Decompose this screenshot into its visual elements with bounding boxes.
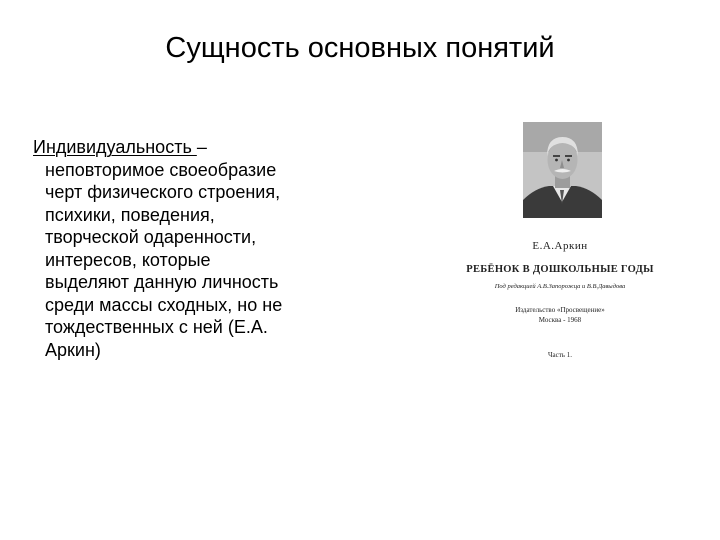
book-publisher: Издательство «Просвещение» [515,306,605,314]
definition-line: тождественных с ней (Е.А. [45,317,268,337]
definition-term: Индивидуальность [33,137,197,157]
definition-line: среди массы сходных, но не [45,294,283,315]
book-editors: Под редакцией А.В.Запорожца и В.В.Давыдова [494,283,626,290]
book-author: Е.А.Аркин [532,240,588,252]
book-title-page-image [450,112,670,382]
definition-line: интересов, которые [45,249,211,270]
definition-line: творческой одаренности, [45,227,257,247]
book-part: Часть 1. [547,351,572,359]
author-portrait-icon [523,122,602,218]
definition-line: Аркин) [45,339,101,360]
slide-title: Сущность основных понятий [165,32,555,64]
definition-line: неповторимое своеобразие [45,159,277,180]
definition-line: черт физического строения, [45,182,281,202]
definition-line: выделяют данную личность [45,272,279,292]
definition-line: психики, поведения, [45,204,215,225]
definition-first-line [33,136,353,159]
definition-text [33,136,353,361]
definition-dash: – [196,137,207,157]
book-title: РЕБЁНОК В ДОШКОЛЬНЫЕ ГОДЫ [466,264,654,275]
book-city-year: Москва - 1968 [538,316,582,324]
